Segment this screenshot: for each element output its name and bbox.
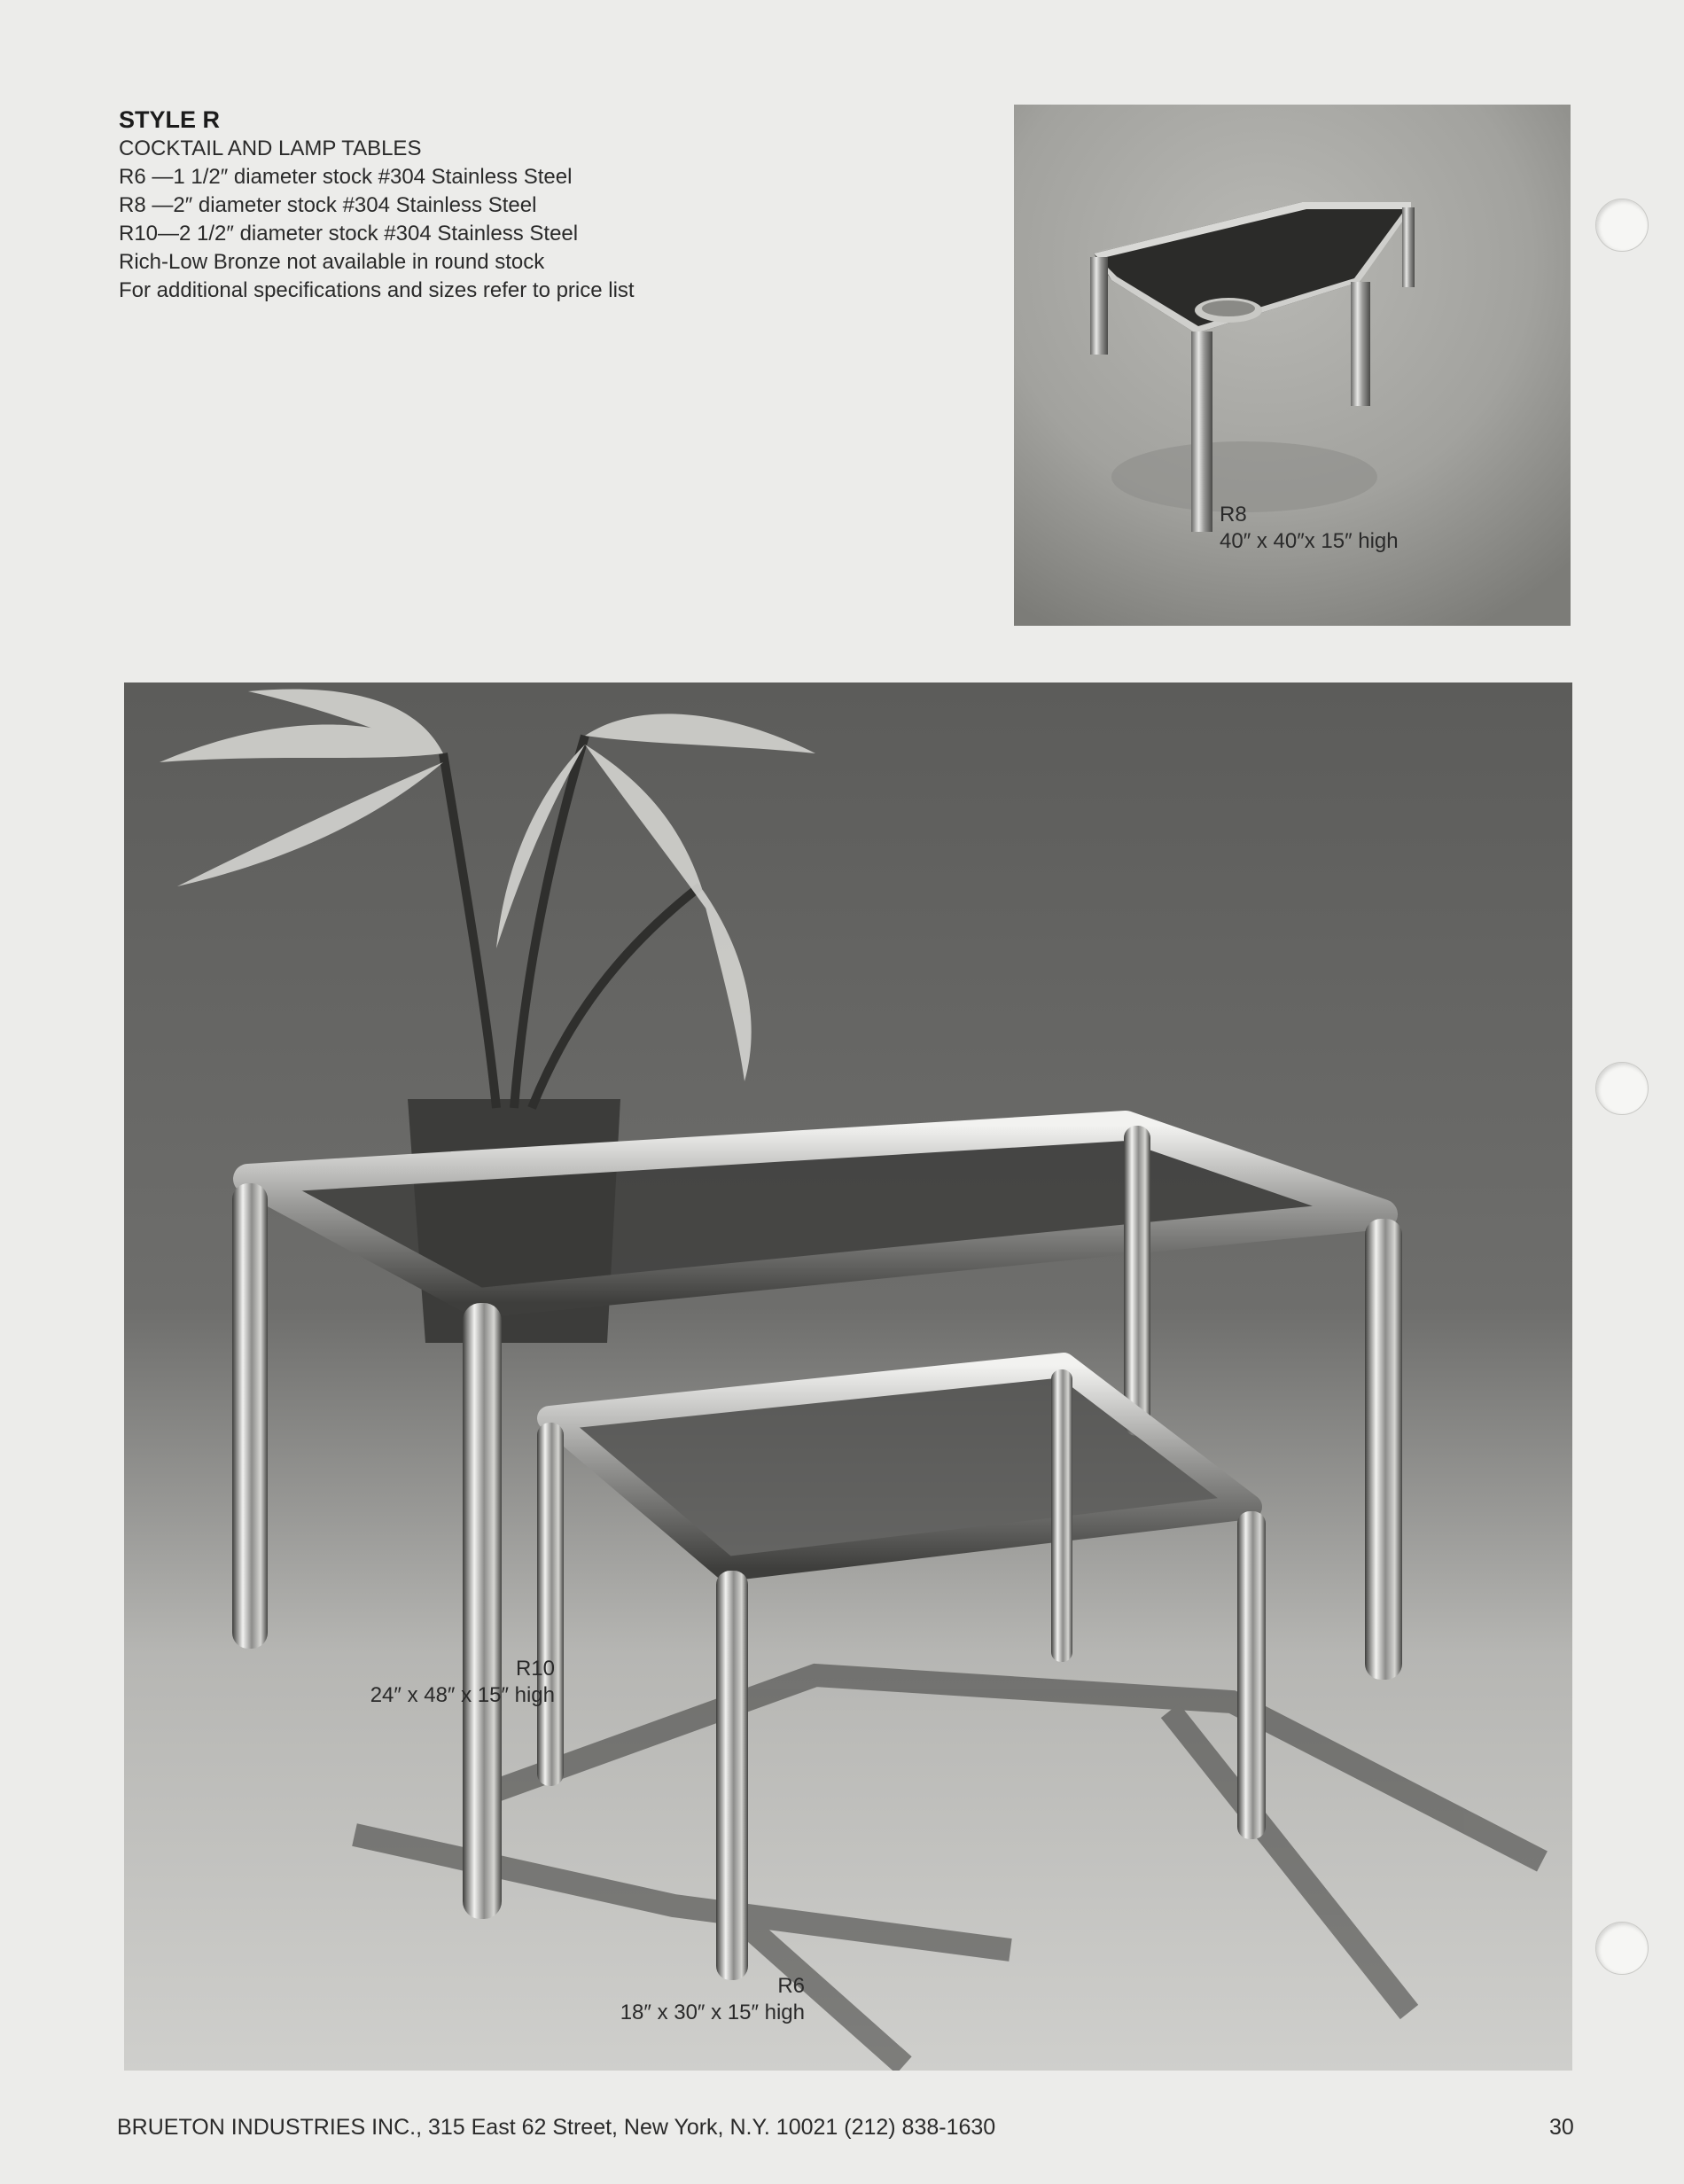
r10-r6-tables-image bbox=[124, 682, 1572, 2071]
spec-line-r6: R6 —1 1/2″ diameter stock #304 Stainless Steel bbox=[119, 165, 573, 189]
spec-line-bronze: Rich-Low Bronze not available in round stock bbox=[119, 250, 545, 274]
spec-block bbox=[119, 105, 739, 305]
binder-hole-middle bbox=[1595, 1062, 1649, 1115]
page-number: 30 bbox=[1549, 2115, 1574, 2140]
binder-hole-top bbox=[1595, 199, 1649, 252]
style-subheading: COCKTAIL AND LAMP TABLES bbox=[119, 136, 422, 160]
spec-line-reference: For additional specifications and sizes refer to price list bbox=[119, 278, 635, 302]
style-heading: STYLE R bbox=[119, 106, 221, 133]
spec-line-r10: R10—2 1/2″ diameter stock #304 Stainless Steel bbox=[119, 222, 579, 246]
r8-size-label: 40″ x 40″x 15″ high bbox=[1220, 529, 1399, 553]
photo-r8 bbox=[1014, 105, 1571, 626]
r10-size-label: 24″ x 48″ x 15″ high bbox=[370, 1683, 555, 1707]
r6-model-label: R6 bbox=[777, 1974, 805, 1998]
binder-hole-bottom bbox=[1595, 1922, 1649, 1975]
photo-r10-r6 bbox=[124, 682, 1572, 2071]
footer-address: BRUETON INDUSTRIES INC., 315 East 62 Street, New York, N.Y. 10021 (212) 838-1630 bbox=[117, 2115, 996, 2140]
r10-model-label: R10 bbox=[515, 1657, 555, 1681]
r6-size-label: 18″ x 30″ x 15″ high bbox=[620, 2001, 805, 2024]
spec-line-r8: R8 —2″ diameter stock #304 Stainless Steel bbox=[119, 193, 537, 217]
r8-model-label: R8 bbox=[1220, 503, 1247, 526]
